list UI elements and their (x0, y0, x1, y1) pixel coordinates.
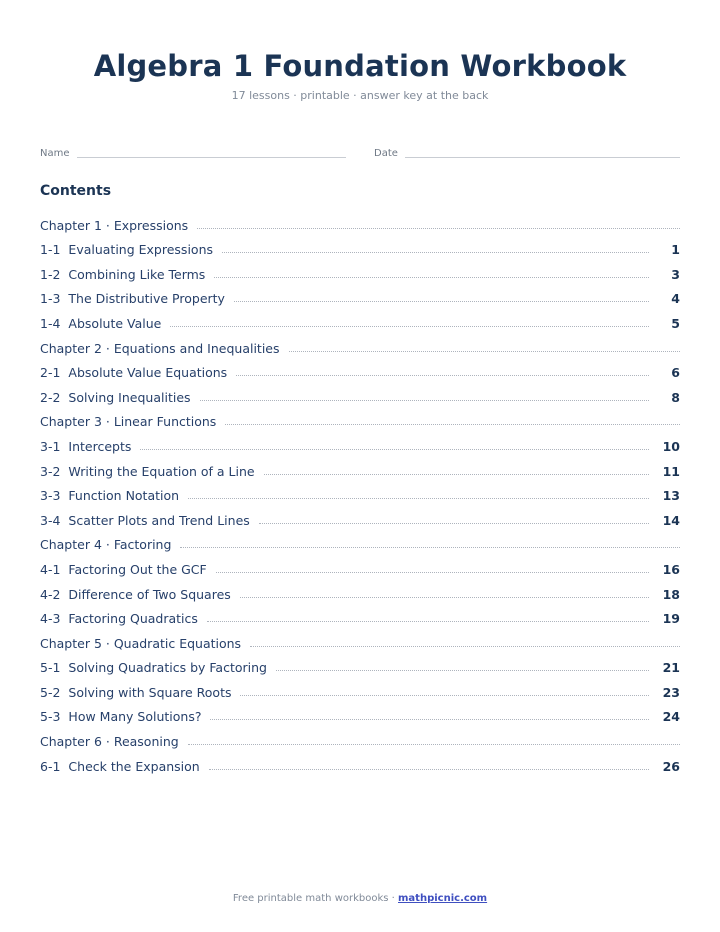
dot-leader (276, 670, 649, 671)
page-subtitle: 17 lessons · printable · answer key at the back (231, 89, 489, 102)
lesson-title: Solving with Square Roots (68, 684, 232, 700)
lesson-number: 2-1 (40, 365, 61, 381)
page-number: 6 (671, 365, 680, 381)
page-number: 19 (662, 611, 680, 627)
toc-lesson-row (40, 700, 680, 725)
dot-leader (188, 744, 680, 745)
dot-leader (210, 719, 649, 720)
page-number: 16 (662, 561, 680, 577)
toc-lesson-row (40, 356, 680, 381)
chapter-title: Chapter 3 · Linear Functions (40, 414, 217, 430)
lesson-number: 1-1 (40, 242, 61, 258)
toc-chapter-row (40, 528, 680, 553)
lesson-number: 5-2 (40, 684, 61, 700)
chapter-title: Chapter 5 · Quadratic Equations (40, 635, 242, 651)
toc-chapter-row (40, 331, 680, 356)
name-line[interactable] (77, 157, 346, 158)
footer-link[interactable]: mathpicnic.com (398, 893, 488, 904)
lesson-title: Combining Like Terms (68, 266, 206, 282)
chapter-title: Chapter 4 · Factoring (40, 537, 172, 553)
toc-lesson-row (40, 675, 680, 700)
dot-leader (240, 597, 649, 598)
lesson-number: 6-1 (40, 758, 61, 774)
page-number: 11 (662, 463, 680, 479)
toc-lesson-row (40, 503, 680, 528)
contents-heading: Contents (40, 183, 112, 199)
page-number: 14 (662, 512, 680, 528)
dot-leader (250, 646, 680, 647)
lesson-title: Factoring Quadratics (68, 611, 198, 627)
toc-chapter-row (40, 626, 680, 651)
lesson-title: Factoring Out the GCF (68, 561, 207, 577)
lesson-title: How Many Solutions? (68, 709, 202, 725)
page-number: 5 (671, 315, 680, 331)
lesson-title: Check the Expansion (68, 758, 200, 774)
dot-leader (236, 375, 649, 376)
date-label: Date (374, 148, 398, 159)
dot-leader (225, 424, 680, 425)
dot-leader (240, 695, 649, 696)
date-line[interactable] (405, 157, 680, 158)
dot-leader (289, 351, 681, 352)
chapter-title: Chapter 1 · Expressions (40, 217, 189, 233)
dot-leader (214, 277, 649, 278)
dot-leader (170, 326, 649, 327)
toc-lesson-row (40, 479, 680, 504)
dot-leader (216, 572, 649, 573)
lesson-title: Intercepts (68, 438, 132, 454)
page-number: 8 (671, 389, 680, 405)
lesson-number: 1-4 (40, 315, 61, 331)
dot-leader (259, 523, 649, 524)
table-of-contents (40, 208, 680, 774)
lesson-number: 5-1 (40, 660, 61, 676)
lesson-number: 4-1 (40, 561, 61, 577)
lesson-number: 4-2 (40, 586, 61, 602)
toc-lesson-row (40, 577, 680, 602)
page-number: 1 (671, 242, 680, 258)
lesson-number: 4-3 (40, 611, 61, 627)
page-number: 10 (662, 438, 680, 454)
lesson-title: Evaluating Expressions (68, 242, 214, 258)
chapter-title: Chapter 6 · Reasoning (40, 734, 179, 750)
lesson-number: 3-3 (40, 488, 61, 504)
dot-leader (180, 547, 680, 548)
page-number: 18 (662, 586, 680, 602)
footer (0, 893, 720, 904)
lesson-title: Absolute Value (68, 315, 162, 331)
toc-lesson-row (40, 380, 680, 405)
dot-leader (222, 252, 649, 253)
footer-text: Free printable math workbooks · (232, 893, 399, 904)
name-date-fields (40, 148, 680, 160)
dot-leader (234, 301, 649, 302)
toc-lesson-row (40, 233, 680, 258)
dot-leader (197, 228, 680, 229)
toc-lesson-row (40, 306, 680, 331)
toc-lesson-row (40, 552, 680, 577)
dot-leader (207, 621, 649, 622)
lesson-title: Difference of Two Squares (68, 586, 231, 602)
toc-lesson-row (40, 651, 680, 676)
page-title: Algebra 1 Foundation Workbook (93, 49, 627, 83)
lesson-title: Absolute Value Equations (68, 365, 228, 381)
name-field[interactable] (40, 148, 346, 160)
lesson-number: 3-4 (40, 512, 61, 528)
lesson-number: 1-2 (40, 266, 61, 282)
toc-lesson-row (40, 282, 680, 307)
dot-leader (209, 769, 649, 770)
lesson-number: 3-2 (40, 463, 61, 479)
name-label: Name (40, 148, 70, 159)
dot-leader (200, 400, 649, 401)
lesson-number: 2-2 (40, 389, 61, 405)
lesson-title: Function Notation (68, 488, 180, 504)
lesson-number: 5-3 (40, 709, 61, 725)
dot-leader (188, 498, 649, 499)
toc-lesson-row (40, 429, 680, 454)
lesson-title: Scatter Plots and Trend Lines (68, 512, 250, 528)
dot-leader (140, 449, 649, 450)
lesson-title: The Distributive Property (68, 291, 225, 307)
lesson-number: 3-1 (40, 438, 61, 454)
toc-chapter-row (40, 208, 680, 233)
page-number: 4 (671, 291, 680, 307)
lesson-title: Solving Quadratics by Factoring (68, 660, 267, 676)
toc-lesson-row (40, 257, 680, 282)
toc-chapter-row (40, 724, 680, 749)
toc-lesson-row (40, 749, 680, 774)
page-number: 26 (662, 758, 680, 774)
toc-lesson-row (40, 454, 680, 479)
lesson-title: Solving Inequalities (68, 389, 191, 405)
chapter-title: Chapter 2 · Equations and Inequalities (40, 340, 280, 356)
page-number: 3 (671, 266, 680, 282)
toc-lesson-row (40, 602, 680, 627)
page-number: 13 (662, 488, 680, 504)
dot-leader (264, 474, 649, 475)
date-field[interactable] (374, 148, 680, 160)
page-number: 23 (662, 684, 680, 700)
page-number: 21 (662, 660, 680, 676)
page-number: 24 (662, 709, 680, 725)
toc-chapter-row (40, 405, 680, 430)
lesson-number: 1-3 (40, 291, 61, 307)
lesson-title: Writing the Equation of a Line (68, 463, 255, 479)
